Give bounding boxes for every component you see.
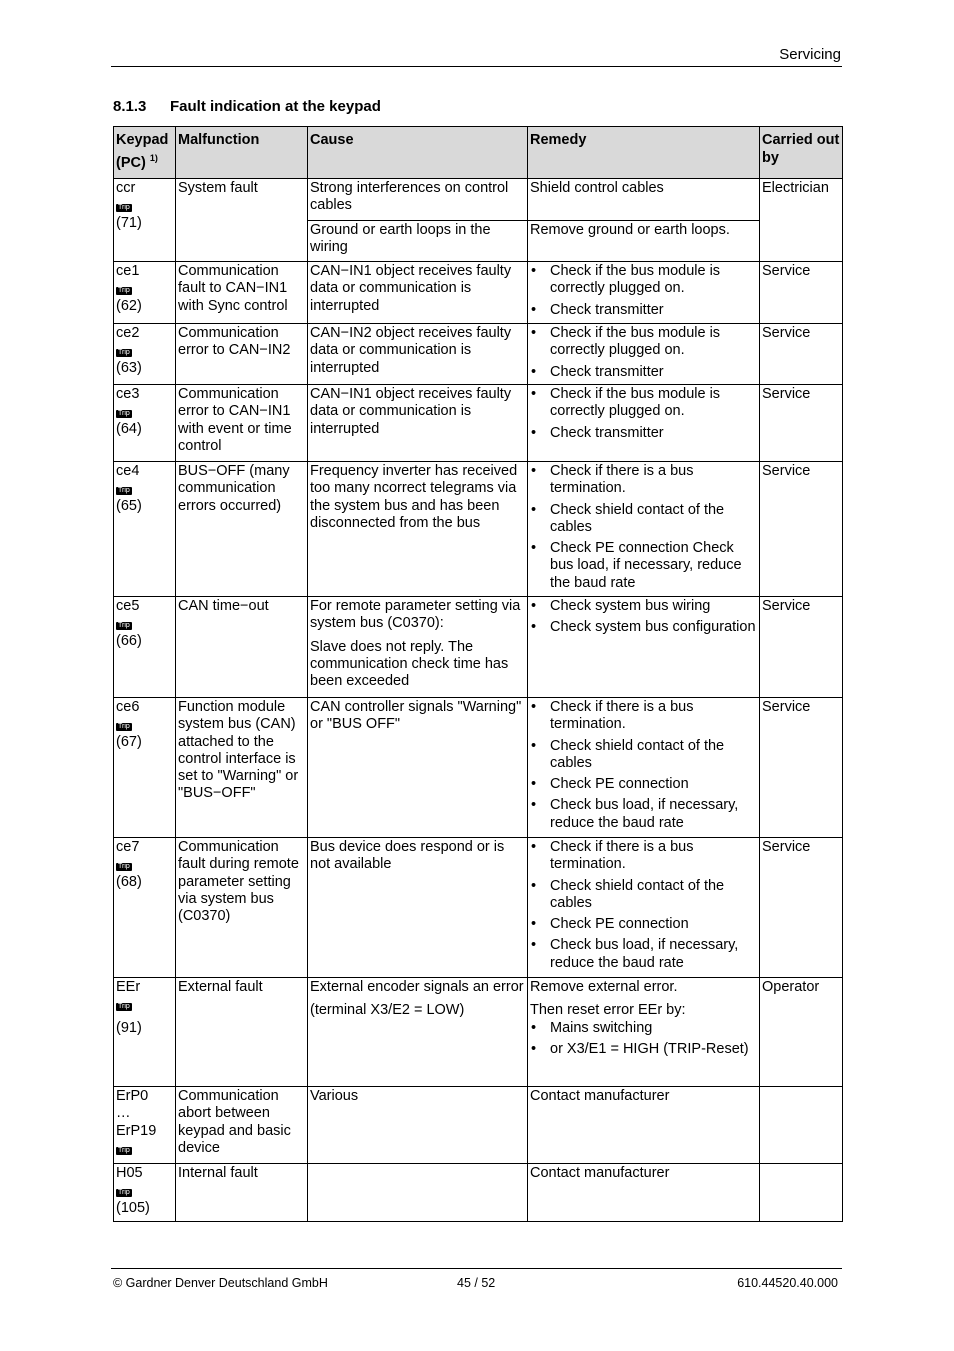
header-title: Servicing bbox=[779, 46, 841, 63]
remedy-item: • Check PE connection Check bus load, if necessary, reduce the baud rate bbox=[530, 540, 757, 592]
malfunction-cell: Communication fault to CAN−IN1 with Sync control bbox=[176, 262, 308, 324]
remedy-item: • Mains switching bbox=[530, 1020, 757, 1037]
page-footer bbox=[111, 1268, 842, 1293]
footer-copyright: © Gardner Denver Deutschland GmbH bbox=[113, 1276, 328, 1290]
malfunction-cell: System fault bbox=[176, 179, 308, 262]
remedy-item: • or X3/E1 = HIGH (TRIP-Reset) bbox=[530, 1041, 757, 1058]
keypad-code-cell: ce1 Trip (62) bbox=[114, 262, 176, 324]
malfunction-cell: Communication abort between keypad and basic device bbox=[176, 1087, 308, 1164]
malfunction-cell: External fault bbox=[176, 978, 308, 1087]
malfunction-cell: CAN time−out bbox=[176, 597, 308, 698]
trip-badge: Trip bbox=[118, 1189, 130, 1197]
cause-cell: Frequency inverter has received too many ncorrect telegrams via the system bus and has been disconnected from the bus bbox=[308, 462, 528, 597]
remedy-cell: Contact manufacturer bbox=[528, 1087, 760, 1164]
table-header-row bbox=[114, 127, 843, 179]
section-heading bbox=[113, 98, 381, 115]
remedy-item: • Check if there is a bus termination. bbox=[530, 699, 757, 734]
cause-cell: CAN−IN1 object receives faulty data or communication is interrupted bbox=[308, 385, 528, 462]
cause-cell: External encoder signals an error (terminal X3/E2 = LOW) bbox=[308, 978, 528, 1087]
remedy-cell bbox=[528, 462, 760, 597]
carried-out-by-cell: Service bbox=[760, 262, 843, 324]
page-header bbox=[111, 44, 842, 67]
cause-cell: Various bbox=[308, 1087, 528, 1164]
keypad-code-cell: ce7 Trip (68) bbox=[114, 838, 176, 978]
remedy-cell: Shield control cables bbox=[528, 179, 760, 221]
header-remedy: Remedy bbox=[528, 127, 760, 179]
remedy-item: • Check if the bus module is correctly plugged on. bbox=[530, 386, 757, 421]
remedy-item: • Check system bus wiring bbox=[530, 598, 757, 615]
remedy-cell bbox=[528, 324, 760, 385]
malfunction-cell: Communication error to CAN−IN2 bbox=[176, 324, 308, 385]
trip-badge: Trip bbox=[118, 204, 130, 212]
keypad-code-cell: ErP0 … ErP19 Trip bbox=[114, 1087, 176, 1164]
keypad-code-cell: ce3 Trip (64) bbox=[114, 385, 176, 462]
table-row bbox=[114, 462, 843, 597]
remedy-cell bbox=[528, 838, 760, 978]
table-row bbox=[114, 262, 843, 324]
keypad-code-cell: ccr Trip (71) bbox=[114, 179, 176, 262]
remedy-item: • Check bus load, if necessary, reduce the baud rate bbox=[530, 797, 757, 832]
table-row bbox=[114, 838, 843, 978]
keypad-code-cell: ce5 Trip (66) bbox=[114, 597, 176, 698]
cause-cell: CAN−IN1 object receives faulty data or communication is interrupted bbox=[308, 262, 528, 324]
remedy-item: • Check if the bus module is correctly plugged on. bbox=[530, 325, 757, 360]
cause-cell bbox=[308, 1164, 528, 1222]
cause-cell: CAN controller signals "Warning" or "BUS OFF" bbox=[308, 698, 528, 838]
remedy-item: • Check PE connection bbox=[530, 916, 757, 933]
remedy-item: • Check transmitter bbox=[530, 364, 757, 381]
fault-table bbox=[113, 126, 843, 1222]
remedy-cell: Contact manufacturer bbox=[528, 1164, 760, 1222]
trip-badge: Trip bbox=[118, 723, 130, 731]
header-malfunction: Malfunction bbox=[176, 127, 308, 179]
carried-out-by-cell: Service bbox=[760, 838, 843, 978]
cause-cell: For remote parameter setting via system bus (C0370): Slave does not reply. The communication check time has been exceeded bbox=[308, 597, 528, 698]
carried-out-by-cell: Service bbox=[760, 597, 843, 698]
remedy-item: • Check if there is a bus termination. bbox=[530, 463, 757, 498]
header-cause: Cause bbox=[308, 127, 528, 179]
malfunction-cell: Communication error to CAN−IN1 with event or time control bbox=[176, 385, 308, 462]
carried-out-by-cell: Service bbox=[760, 385, 843, 462]
cause-cell: Bus device does respond or is not available bbox=[308, 838, 528, 978]
keypad-code-cell: ce4 Trip (65) bbox=[114, 462, 176, 597]
carried-out-by-cell: Service bbox=[760, 462, 843, 597]
section-number: 8.1.3 bbox=[113, 98, 147, 115]
table-row bbox=[114, 385, 843, 462]
remedy-item: • Check transmitter bbox=[530, 302, 757, 319]
table-row bbox=[114, 698, 843, 838]
cause-cell: Strong interferences on control cables bbox=[308, 179, 528, 221]
trip-badge: Trip bbox=[118, 1003, 130, 1011]
carried-out-by-cell: Operator bbox=[760, 978, 843, 1087]
remedy-item: • Check if there is a bus termination. bbox=[530, 839, 757, 874]
trip-badge: Trip bbox=[118, 863, 130, 871]
table-row bbox=[114, 1164, 843, 1222]
footer-document-number: 610.44520.40.000 bbox=[737, 1276, 838, 1290]
carried-out-by-cell: Service bbox=[760, 324, 843, 385]
trip-badge: Trip bbox=[118, 1146, 130, 1154]
table-row bbox=[114, 1087, 843, 1164]
remedy-cell bbox=[528, 262, 760, 324]
keypad-code-cell: ce6 Trip (67) bbox=[114, 698, 176, 838]
remedy-item: • Check shield contact of the cables bbox=[530, 738, 757, 773]
table-row bbox=[114, 179, 843, 221]
trip-badge: Trip bbox=[118, 487, 130, 495]
table-row bbox=[114, 597, 843, 698]
trip-badge: Trip bbox=[118, 287, 130, 295]
remedy-cell: Remove external error. Then reset error EEr by: • Mains switching • or X3/E1 = HIGH (TRIP-Reset) bbox=[528, 978, 760, 1087]
keypad-code-cell: EEr Trip (91) bbox=[114, 978, 176, 1087]
trip-badge: Trip bbox=[118, 349, 130, 357]
footer-page-number: 45 / 52 bbox=[457, 1276, 496, 1290]
remedy-cell bbox=[528, 597, 760, 698]
remedy-cell bbox=[528, 385, 760, 462]
header-keypad: Keypad (PC) $^{1)}$ bbox=[114, 127, 176, 179]
trip-badge: Trip bbox=[118, 622, 130, 630]
keypad-code-cell: H05 Trip (105) bbox=[114, 1164, 176, 1222]
remedy-item: • Check if the bus module is correctly plugged on. bbox=[530, 263, 757, 298]
keypad-code-cell: ce2 Trip (63) bbox=[114, 324, 176, 385]
remedy-item: • Check transmitter bbox=[530, 425, 757, 442]
carried-out-by-cell: Service bbox=[760, 698, 843, 838]
remedy-item: • Check PE connection bbox=[530, 776, 757, 793]
remedy-cell: Remove ground or earth loops. bbox=[528, 221, 760, 262]
remedy-item: • Check shield contact of the cables bbox=[530, 878, 757, 913]
malfunction-cell: BUS−OFF (many communication errors occurred) bbox=[176, 462, 308, 597]
cause-cell: Ground or earth loops in the wiring bbox=[308, 221, 528, 262]
trip-badge: Trip bbox=[118, 410, 130, 418]
remedy-item: • Check shield contact of the cables bbox=[530, 502, 757, 537]
carried-out-by-cell: Electrician bbox=[760, 179, 843, 262]
header-carried-out-by: Carried out by bbox=[760, 127, 843, 179]
malfunction-cell: Function module system bus (CAN) attached to the control interface is set to "Warning" or "BUS−OFF" bbox=[176, 698, 308, 838]
remedy-item: • Check bus load, if necessary, reduce the baud rate bbox=[530, 937, 757, 972]
carried-out-by-cell bbox=[760, 1164, 843, 1222]
carried-out-by-cell bbox=[760, 1087, 843, 1164]
table-row bbox=[114, 978, 843, 1087]
cause-cell: CAN−IN2 object receives faulty data or communication is interrupted bbox=[308, 324, 528, 385]
section-title: Fault indication at the keypad bbox=[170, 98, 381, 115]
table-row bbox=[114, 324, 843, 385]
malfunction-cell: Internal fault bbox=[176, 1164, 308, 1222]
malfunction-cell: Communication fault during remote parameter setting via system bus (C0370) bbox=[176, 838, 308, 978]
remedy-cell bbox=[528, 698, 760, 838]
remedy-item: • Check system bus configuration bbox=[530, 619, 757, 636]
